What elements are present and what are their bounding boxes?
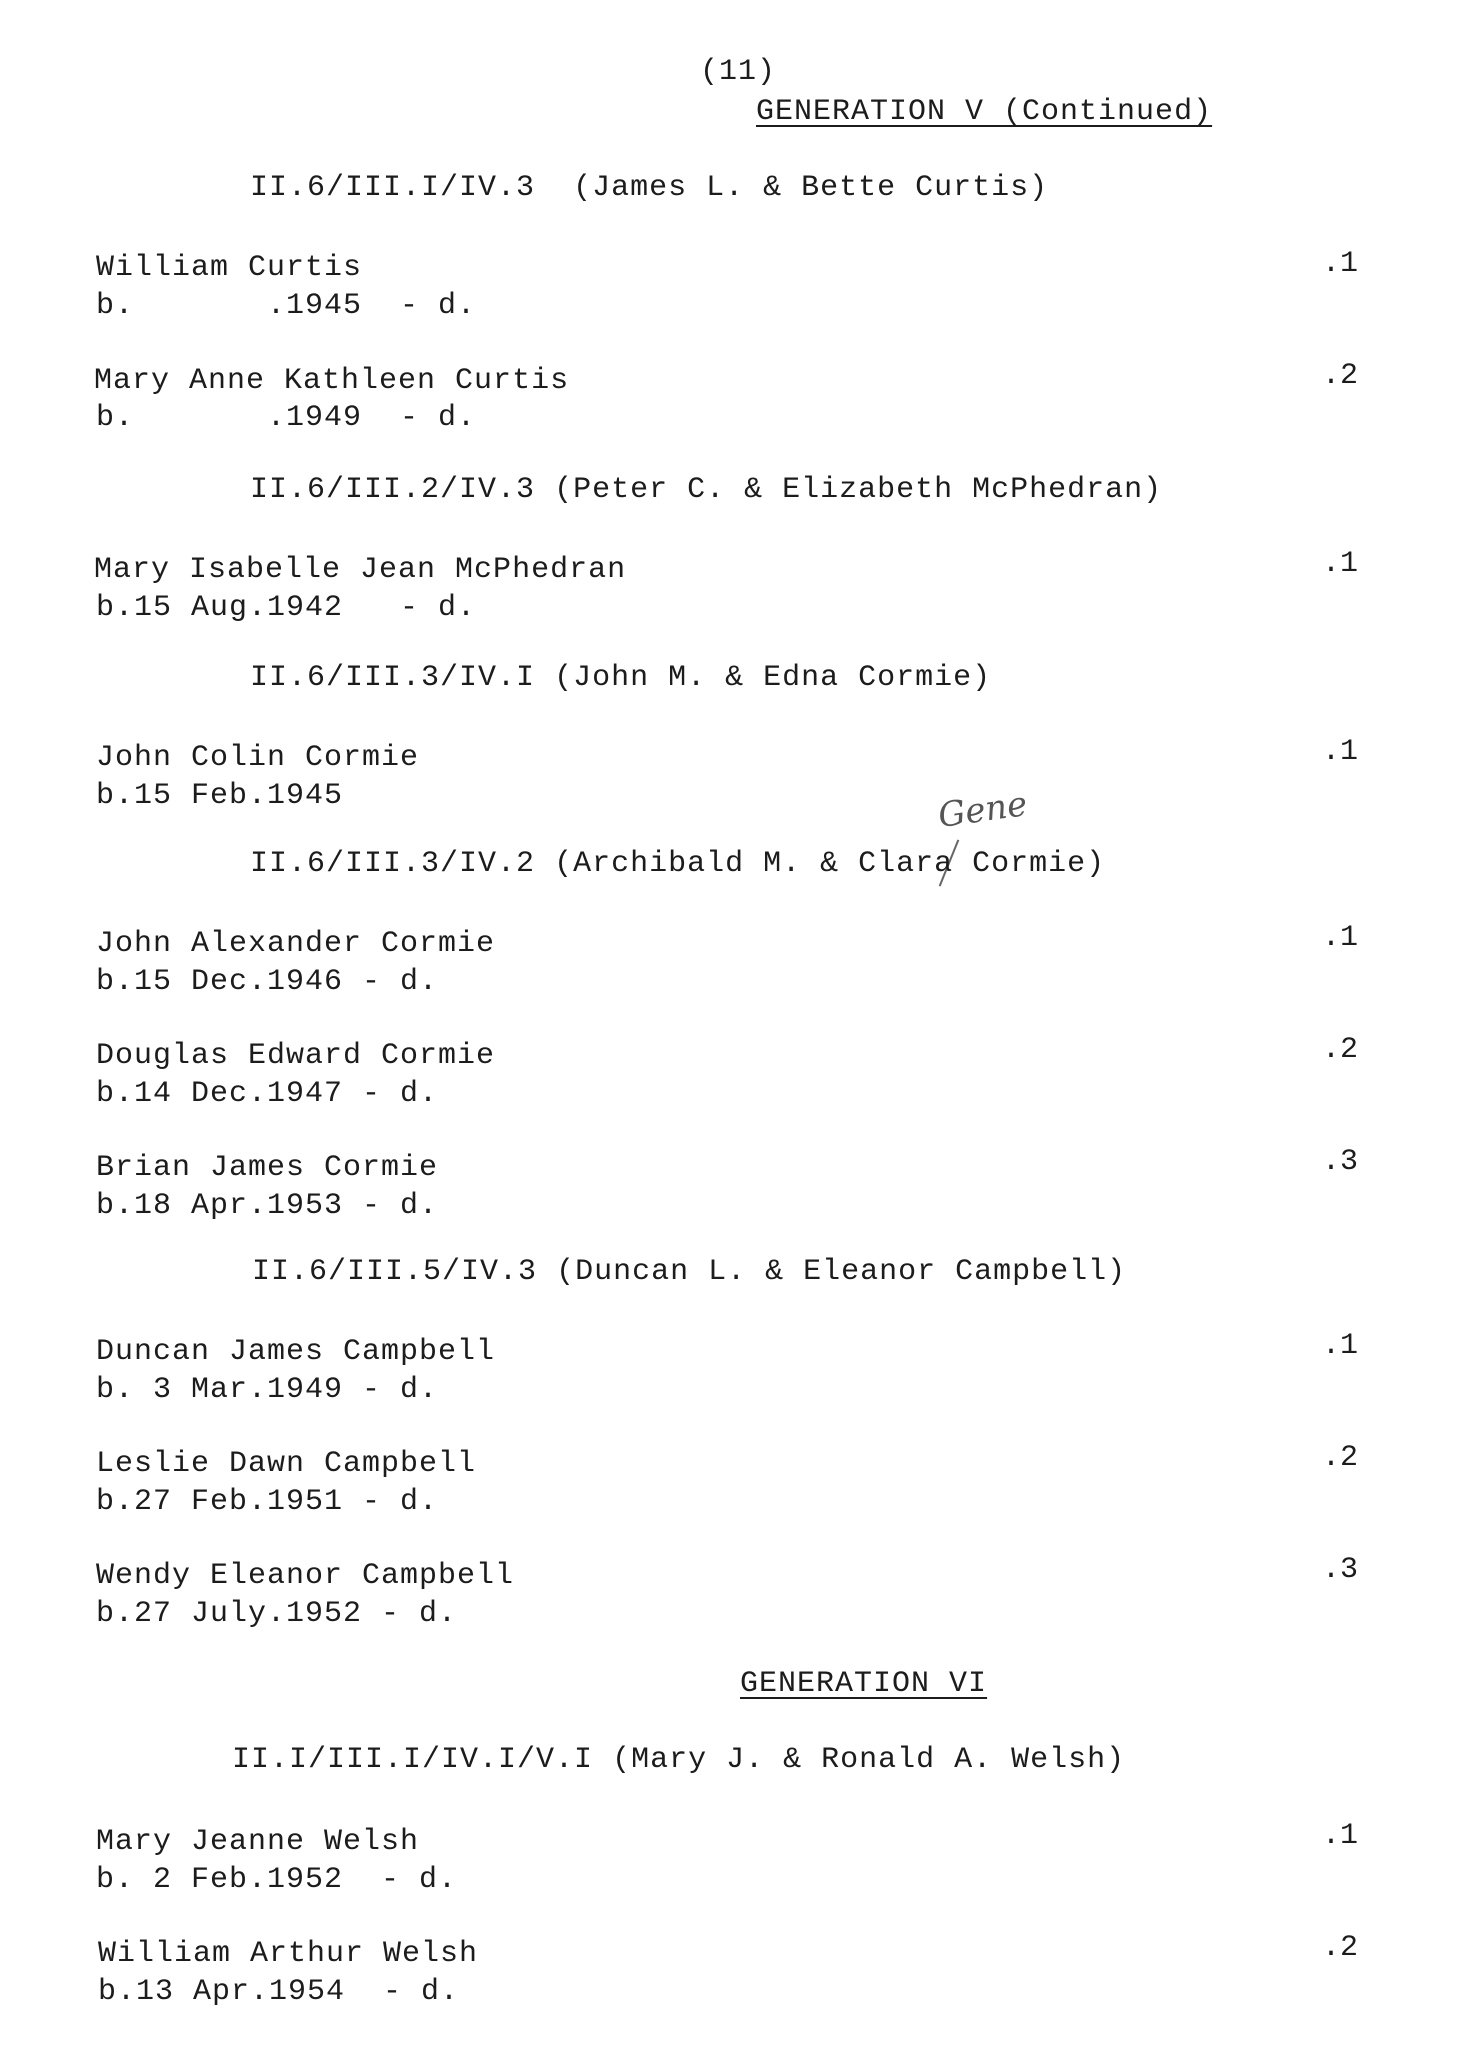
child-dates: b. 2 Feb.1952 - d. [96, 1863, 458, 1897]
child-dates: b.27 July.1952 - d. [96, 1597, 458, 1631]
family-parents: (John M. & Edna Cormie) [554, 661, 992, 695]
child-name: Douglas Edward Cormie [96, 1039, 496, 1073]
child-name: Brian James Cormie [96, 1151, 439, 1185]
family-heading [250, 846, 1105, 882]
child-dates: b.15 Aug.1942 - d. [96, 591, 477, 625]
generation-vi-heading: GENERATION VI [740, 1667, 988, 1701]
child-dates: b. 3 Mar.1949 - d. [96, 1373, 439, 1407]
family-heading [252, 1254, 1126, 1290]
generation-v-heading: GENERATION V (Continued) [756, 95, 1213, 129]
child-name: Duncan James Campbell [96, 1335, 496, 1369]
family-parents: (James L. & Bette Curtis) [573, 171, 1049, 205]
child-number: .1 [1322, 735, 1359, 769]
child-name: Mary Isabelle Jean McPhedran [94, 553, 627, 587]
child-dates: b.14 Dec.1947 - d. [96, 1077, 439, 1111]
child-number: .2 [1322, 359, 1359, 393]
child-dates: b.15 Dec.1946 - d. [96, 965, 439, 999]
child-number: .3 [1322, 1145, 1359, 1179]
family-heading [250, 660, 991, 696]
family-parents: (Mary J. & Ronald A. Welsh) [612, 1743, 1126, 1777]
family-heading [250, 170, 1048, 206]
family-heading [250, 472, 1162, 508]
child-number: .1 [1322, 547, 1359, 581]
child-dates: b.13 Apr.1954 - d. [98, 1975, 460, 2009]
child-name: Mary Anne Kathleen Curtis [94, 364, 570, 398]
child-dates: b.15 Feb.1945 [96, 779, 344, 813]
child-number: .2 [1322, 1441, 1359, 1475]
child-dates: b. .1945 - d. [96, 289, 477, 323]
child-name: Wendy Eleanor Campbell [96, 1559, 515, 1593]
child-name: William Curtis [96, 251, 363, 285]
child-name: Mary Jeanne Welsh [96, 1825, 420, 1859]
child-number: .1 [1322, 247, 1359, 281]
child-number: .3 [1322, 1553, 1359, 1587]
child-name: John Colin Cormie [96, 741, 420, 775]
family-code: II.6/III.3/IV.2 [250, 847, 536, 881]
child-number: .2 [1322, 1033, 1359, 1067]
child-number: .1 [1322, 921, 1359, 955]
child-dates: b.18 Apr.1953 - d. [96, 1189, 439, 1223]
child-number: .1 [1322, 1329, 1359, 1363]
child-number: .2 [1322, 1931, 1359, 1965]
family-code: II.6/III.5/IV.3 [252, 1255, 538, 1289]
handwritten-note: Gene [935, 783, 1030, 837]
family-code: II.6/III.I/IV.3 [250, 171, 536, 205]
child-name: William Arthur Welsh [98, 1937, 479, 1971]
child-number: .1 [1322, 1819, 1359, 1853]
child-dates: b.27 Feb.1951 - d. [96, 1485, 439, 1519]
family-heading [232, 1742, 1125, 1778]
child-name: Leslie Dawn Campbell [96, 1447, 477, 1481]
family-parents: (Peter C. & Elizabeth McPhedran) [554, 473, 1163, 507]
family-parents: (Duncan L. & Eleanor Campbell) [556, 1255, 1127, 1289]
family-code: II.6/III.2/IV.3 [250, 473, 536, 507]
family-code: II.6/III.3/IV.I [250, 661, 536, 695]
family-parents: (Archibald M. & Clara Cormie) [554, 847, 1106, 881]
page-number: (11) [700, 55, 777, 89]
family-code: II.I/III.I/IV.I/V.I [232, 1743, 594, 1777]
child-name: John Alexander Cormie [96, 927, 496, 961]
child-dates: b. .1949 - d. [96, 401, 477, 435]
